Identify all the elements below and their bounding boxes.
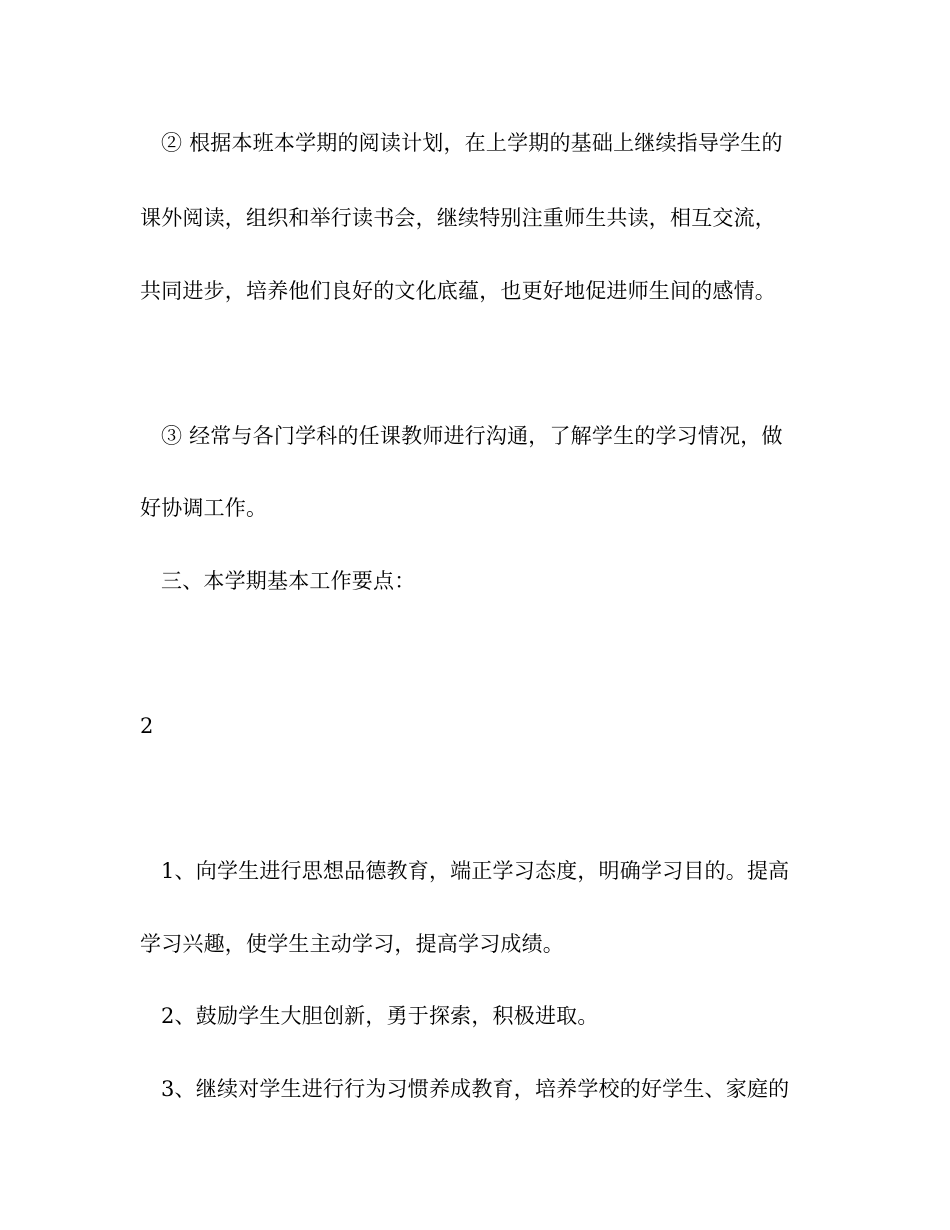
paragraph-line: 共同进步，培养他们良好的文化底蕴，也更好地促进师生间的感情。 xyxy=(140,279,776,303)
paragraph-line: ② 根据本班本学期的阅读计划，在上学期的基础上继续指导学生的 xyxy=(161,131,783,155)
paragraph-line: 课外阅读，组织和举行读书会，继续特别注重师生共读，相互交流， xyxy=(140,206,776,230)
paragraph-line: ③ 经常与各门学科的任课教师进行沟通，了解学生的学习情况，做 xyxy=(161,424,783,448)
list-item-line: 学习兴趣，使学生主动学习，提高学习成绩。 xyxy=(140,932,564,956)
list-item-line: 2、鼓励学生大胆创新，勇于探索，积极进取。 xyxy=(161,1004,599,1028)
page-number: 2 xyxy=(140,714,154,738)
paragraph-line: 好协调工作。 xyxy=(140,496,268,520)
list-item-line: 1、向学生进行思想品德教育，端正学习态度，明确学习目的。提高 xyxy=(161,859,790,883)
list-item-line: 3、继续对学生进行行为习惯养成教育，培养学校的好学生、家庭的 xyxy=(161,1077,790,1101)
section-heading: 三、本学期基本工作要点： xyxy=(161,569,416,593)
